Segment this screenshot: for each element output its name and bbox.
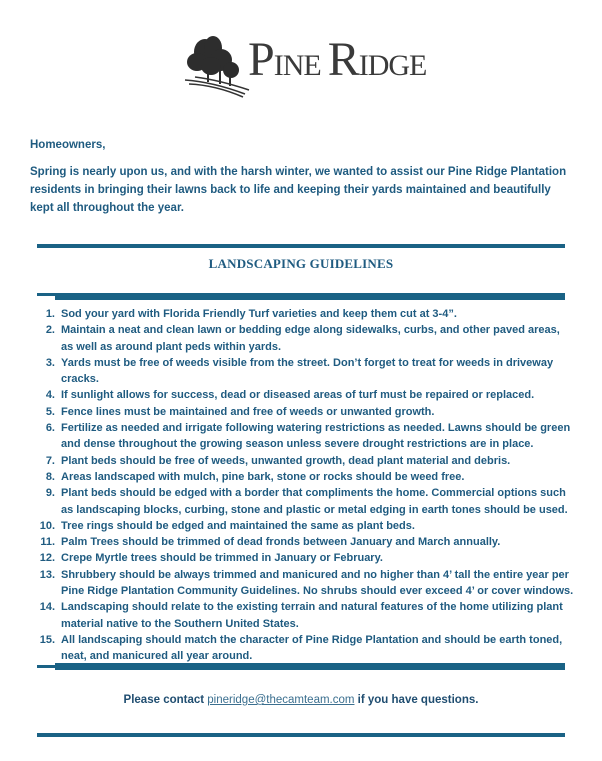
- divider-top: [37, 244, 565, 248]
- contact-prefix: Please contact: [123, 694, 208, 706]
- list-item: 3. Yards must be free of weeds visible from the street. Don’t forget to treat for weeds in driveway cracks.: [45, 356, 554, 386]
- list-item: 9. Plant beds should be edged with a border that compliments the home. Commercial options such as landscaping blocks, curbing, stone and plastic or metal edging in earth tones should be used.: [45, 487, 568, 516]
- pine-ridge-logo: [183, 30, 427, 98]
- greeting: Homeowners,: [30, 139, 106, 151]
- intro-paragraph: Spring is nearly upon us, and with the harsh winter, we wanted to assist our Pine Ridge Plantation residents in bringing their lawns back to life and keeping their yards maintained and beautifully kept all throughout the year.: [30, 166, 567, 214]
- divider-heading-thin: [37, 293, 57, 296]
- list-item: 5. Fence lines must be maintained and free of weeds or unwanted growth.: [45, 405, 435, 418]
- list-item: 6. Fertilize as needed and irrigate following watering restrictions as needed. Lawns should be green and dense throughout the growing season unless severe drought restrictions are in place.: [45, 422, 571, 451]
- divider-bottom: [37, 733, 565, 737]
- list-item: 13. Shrubbery should be always trimmed and manicured and no higher than 4’ tall the entire year per Pine Ridge Plantation Community Guidelines. No shrubs should ever exceed 4’ or cover windows.: [39, 568, 574, 598]
- logo-wordmark: PINE RIDGE: [248, 33, 427, 86]
- contact-line: [0, 694, 602, 706]
- list-item: 1. Sod your yard with Florida Friendly Turf varieties and keep them cut at 3-4”.: [45, 308, 457, 320]
- list-item: 12. Crepe Myrtle trees should be trimmed in January or February.: [39, 552, 383, 565]
- list-item: 14. Landscaping should relate to the existing terrain and natural features of the home utilizing plant material native to the Southern United States.: [39, 601, 563, 630]
- section-heading: LANDSCAPING GUIDELINES: [208, 256, 394, 271]
- list-item: 4. If sunlight allows for success, dead or diseased areas of turf must be repaired or replaced.: [45, 389, 535, 402]
- guidelines-list: [34, 306, 574, 665]
- divider-heading-thick: [55, 293, 565, 300]
- contact-suffix: if you have questions.: [354, 694, 479, 706]
- list-item: 8. Areas landscaped with mulch, pine bark, stone or rocks should be weed free.: [45, 470, 465, 483]
- list-item: 15. All landscaping should match the character of Pine Ridge Plantation and should be earth toned, neat, and manicured all year around.: [39, 633, 563, 663]
- list-item: 2. Maintain a neat and clean lawn or bedding edge along sidewalks, curbs, and other paved areas, as well as around plant peds within yards.: [45, 324, 560, 353]
- list-item: 7. Plant beds should be free of weeds, unwanted growth, dead plant material and debris.: [45, 454, 511, 467]
- list-item: 10. Tree rings should be edged and maintained the same as plant beds.: [39, 519, 415, 532]
- divider-list-thin: [37, 665, 57, 668]
- divider-list-thick: [55, 663, 565, 670]
- contact-email-link[interactable]: pineridge@thecamteam.com: [207, 694, 355, 706]
- list-item: 11. Palm Trees should be trimmed of dead fronds between January and March annually.: [40, 536, 501, 549]
- pine-tree-icon: [183, 30, 253, 98]
